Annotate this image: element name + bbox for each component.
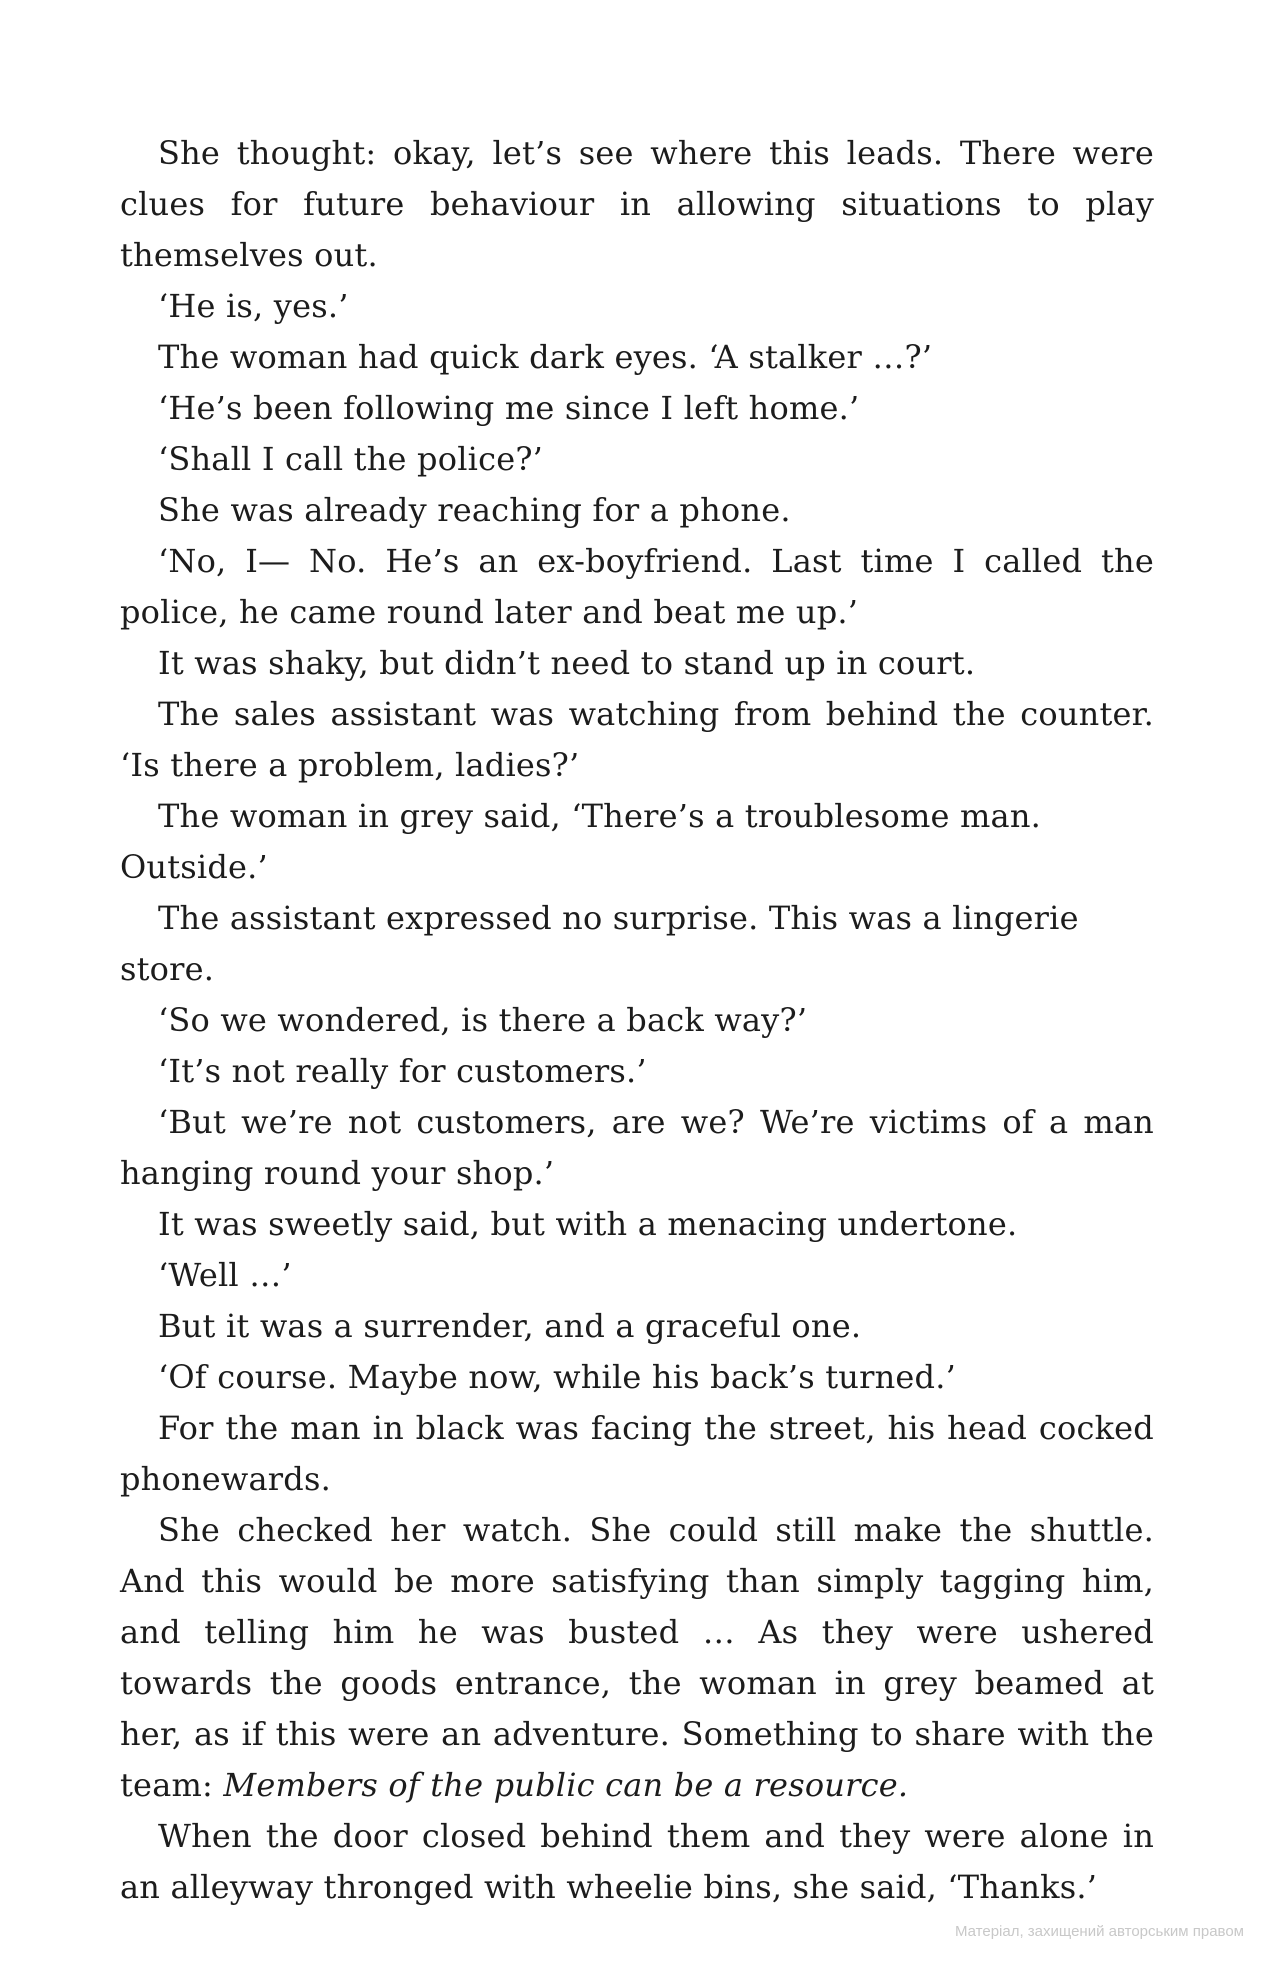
paragraph-17: But it was a surrender, and a graceful one.: [158, 1307, 862, 1345]
paragraph-1: She thought: okay, let’s see where this leads. There were clues for future behaviour in allowing situations to play themselves out.: [120, 134, 1154, 274]
paragraph-4: ‘He’s been following me since I left home.’: [158, 389, 860, 427]
paragraph-13: ‘It’s not really for customers.’: [158, 1052, 647, 1090]
paragraph-3: The woman had quick dark eyes. ‘A stalker …?’: [158, 338, 933, 376]
paragraph-21: When the door closed behind them and they were alone in an alleyway thronged with wheelie bins, she said, ‘Thanks.’: [120, 1817, 1154, 1906]
paragraph-19: For the man in black was facing the street, his head cocked phonewards.: [120, 1409, 1154, 1498]
paragraph-5: ‘Shall I call the police?’: [158, 440, 544, 478]
paragraph-20-text: She checked her watch. She could still make the shuttle. And this would be more satisfying than simply tagging him, and telling him he was busted … As they were ushered towards the goods entrance, the woman in grey beamed at her, as if this were an adventure. Something to share with the team:: [120, 1511, 1154, 1804]
paragraph-14: ‘But we’re not customers, are we? We’re victims of a man hanging round your shop.’: [120, 1103, 1154, 1192]
book-page: [120, 128, 1154, 1913]
paragraph-6: She was already reaching for a phone.: [158, 491, 791, 529]
paragraph-12: ‘So we wondered, is there a back way?’: [158, 1001, 808, 1039]
paragraph-11: The assistant expressed no surprise. This was a lingerie store.: [120, 899, 1079, 988]
paragraph-7: ‘No, I— No. He’s an ex-boyfriend. Last time I called the police, he came round later and beat me up.’: [120, 542, 1154, 631]
paragraph-8: It was shaky, but didn’t need to stand up in court.: [158, 644, 976, 682]
paragraph-2: ‘He is, yes.’: [158, 287, 349, 325]
paragraph-18: ‘Of course. Maybe now, while his back’s turned.’: [158, 1358, 956, 1396]
paragraph-20: [120, 1505, 1154, 1811]
paragraph-15: It was sweetly said, but with a menacing undertone.: [158, 1205, 1018, 1243]
paragraph-10: The woman in grey said, ‘There’s a troublesome man. Outside.’: [120, 797, 1042, 886]
paragraph-9: The sales assistant was watching from behind the counter. ‘Is there a problem, ladies?’: [120, 695, 1154, 784]
copyright-watermark: Матеріал, захищений авторським правом: [954, 1923, 1244, 1940]
paragraph-16: ‘Well …’: [158, 1256, 292, 1294]
paragraph-20-italic: Members of the public can be a resource.: [223, 1766, 909, 1804]
